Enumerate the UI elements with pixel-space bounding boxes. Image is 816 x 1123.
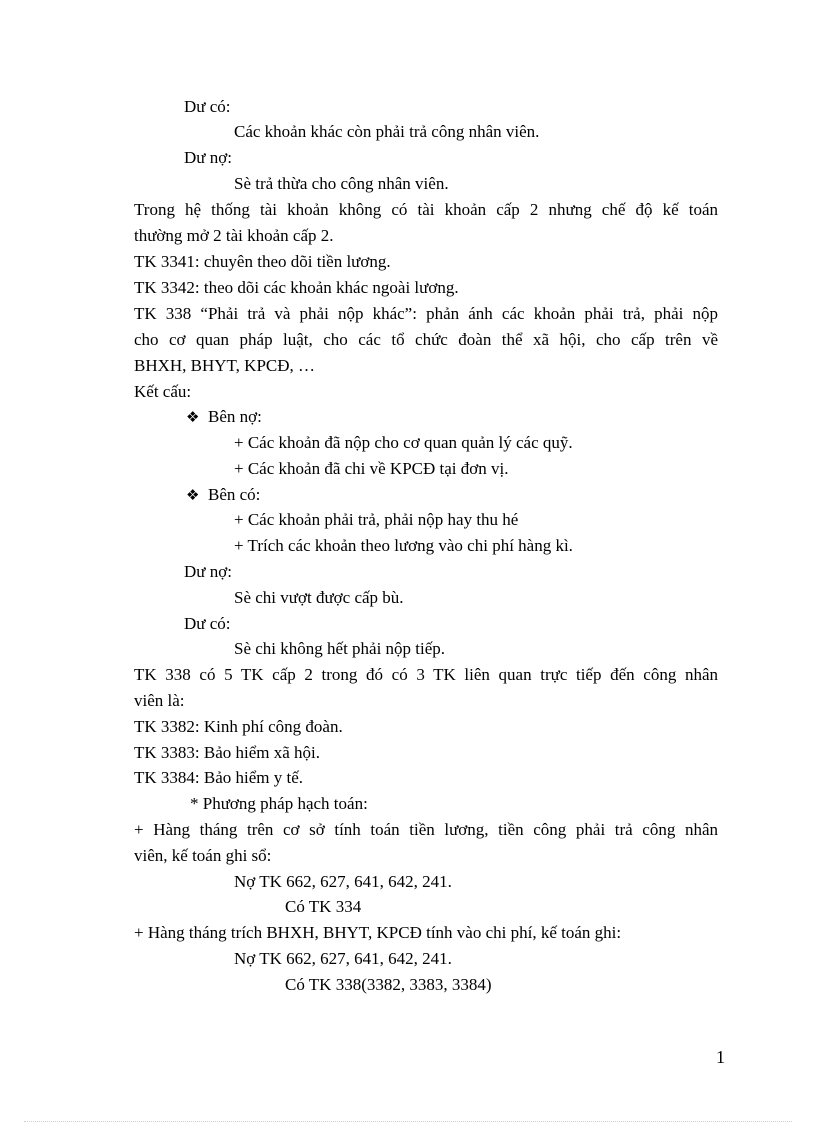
diamond-bullet-icon: ❖	[186, 486, 200, 504]
text-line: viên là:	[134, 691, 185, 710]
diamond-bullet-icon: ❖	[186, 408, 200, 426]
entry-credit: Có TK 338(3382, 3383, 3384)	[285, 975, 492, 994]
text-line: Các khoản khác còn phải trả công nhân viên.	[234, 122, 540, 141]
text-line: Trong hệ thống tài khoản không có tài khoản cấp 2 nhưng chế độ kế toán	[134, 200, 718, 219]
text-line: Sè trả thừa cho công nhân viên.	[234, 174, 449, 193]
entry-debit: Nợ TK 662, 627, 641, 642, 241.	[234, 872, 452, 891]
bullet-item	[186, 407, 262, 427]
entry-credit: Có TK 334	[285, 897, 362, 916]
bullet-label: Bên có:	[208, 485, 261, 504]
footer-divider	[24, 1121, 792, 1122]
text-line: Sè chi vượt được cấp bù.	[234, 588, 404, 607]
text-line: TK 338 có 5 TK cấp 2 trong đó có 3 TK liên quan trực tiếp đến công nhân	[134, 665, 718, 684]
text-line: BHXH, BHYT, KPCĐ, …	[134, 356, 316, 375]
section-heading: * Phương pháp hạch toán:	[190, 794, 368, 813]
text-line: viên, kế toán ghi sổ:	[134, 846, 272, 865]
bullet-label: Bên nợ:	[208, 407, 262, 426]
text-line: thường mở 2 tài khoản cấp 2.	[134, 226, 334, 245]
text-line: Dư có:	[184, 97, 231, 116]
entry-debit: Nợ TK 662, 627, 641, 642, 241.	[234, 949, 452, 968]
text-line: TK 3384: Bảo hiểm y tế.	[134, 768, 304, 787]
text-line: Dư nợ:	[184, 148, 232, 167]
text-line: Dư nợ:	[184, 562, 232, 581]
text-line: + Trích các khoản theo lương vào chi phí hàng kì.	[234, 536, 573, 555]
text-line: Dư có:	[184, 614, 231, 633]
text-line: + Các khoản phải trả, phải nộp hay thu hé	[234, 510, 519, 529]
bullet-item	[186, 485, 260, 505]
text-line: TK 3383: Bảo hiểm xã hội.	[134, 743, 321, 762]
text-line: TK 3341: chuyên theo dõi tiền lương.	[134, 252, 391, 271]
text-line: TK 3382: Kinh phí công đoàn.	[134, 717, 343, 736]
text-line: Kết cấu:	[134, 382, 192, 401]
page-number: 1	[716, 1047, 725, 1067]
text-line: + Hàng tháng trích BHXH, BHYT, KPCĐ tính vào chi phí, kế toán ghi:	[134, 923, 622, 942]
text-line: TK 338 “Phải trả và phải nộp khác”: phản ánh các khoản phải trả, phải nộp	[134, 304, 718, 323]
text-line: + Các khoản đã nộp cho cơ quan quản lý các quỹ.	[234, 433, 573, 452]
text-line: Sè chi không hết phải nộp tiếp.	[234, 639, 446, 658]
text-line: cho cơ quan pháp luật, cho các tổ chức đoàn thể xã hội, cho cấp trên về	[134, 330, 718, 349]
text-line: + Hàng tháng trên cơ sở tính toán tiền lương, tiền công phải trả công nhân	[134, 820, 718, 839]
text-line: + Các khoản đã chi về KPCĐ tại đơn vị.	[234, 459, 509, 478]
text-line: TK 3342: theo dõi các khoản khác ngoài lương.	[134, 278, 459, 297]
